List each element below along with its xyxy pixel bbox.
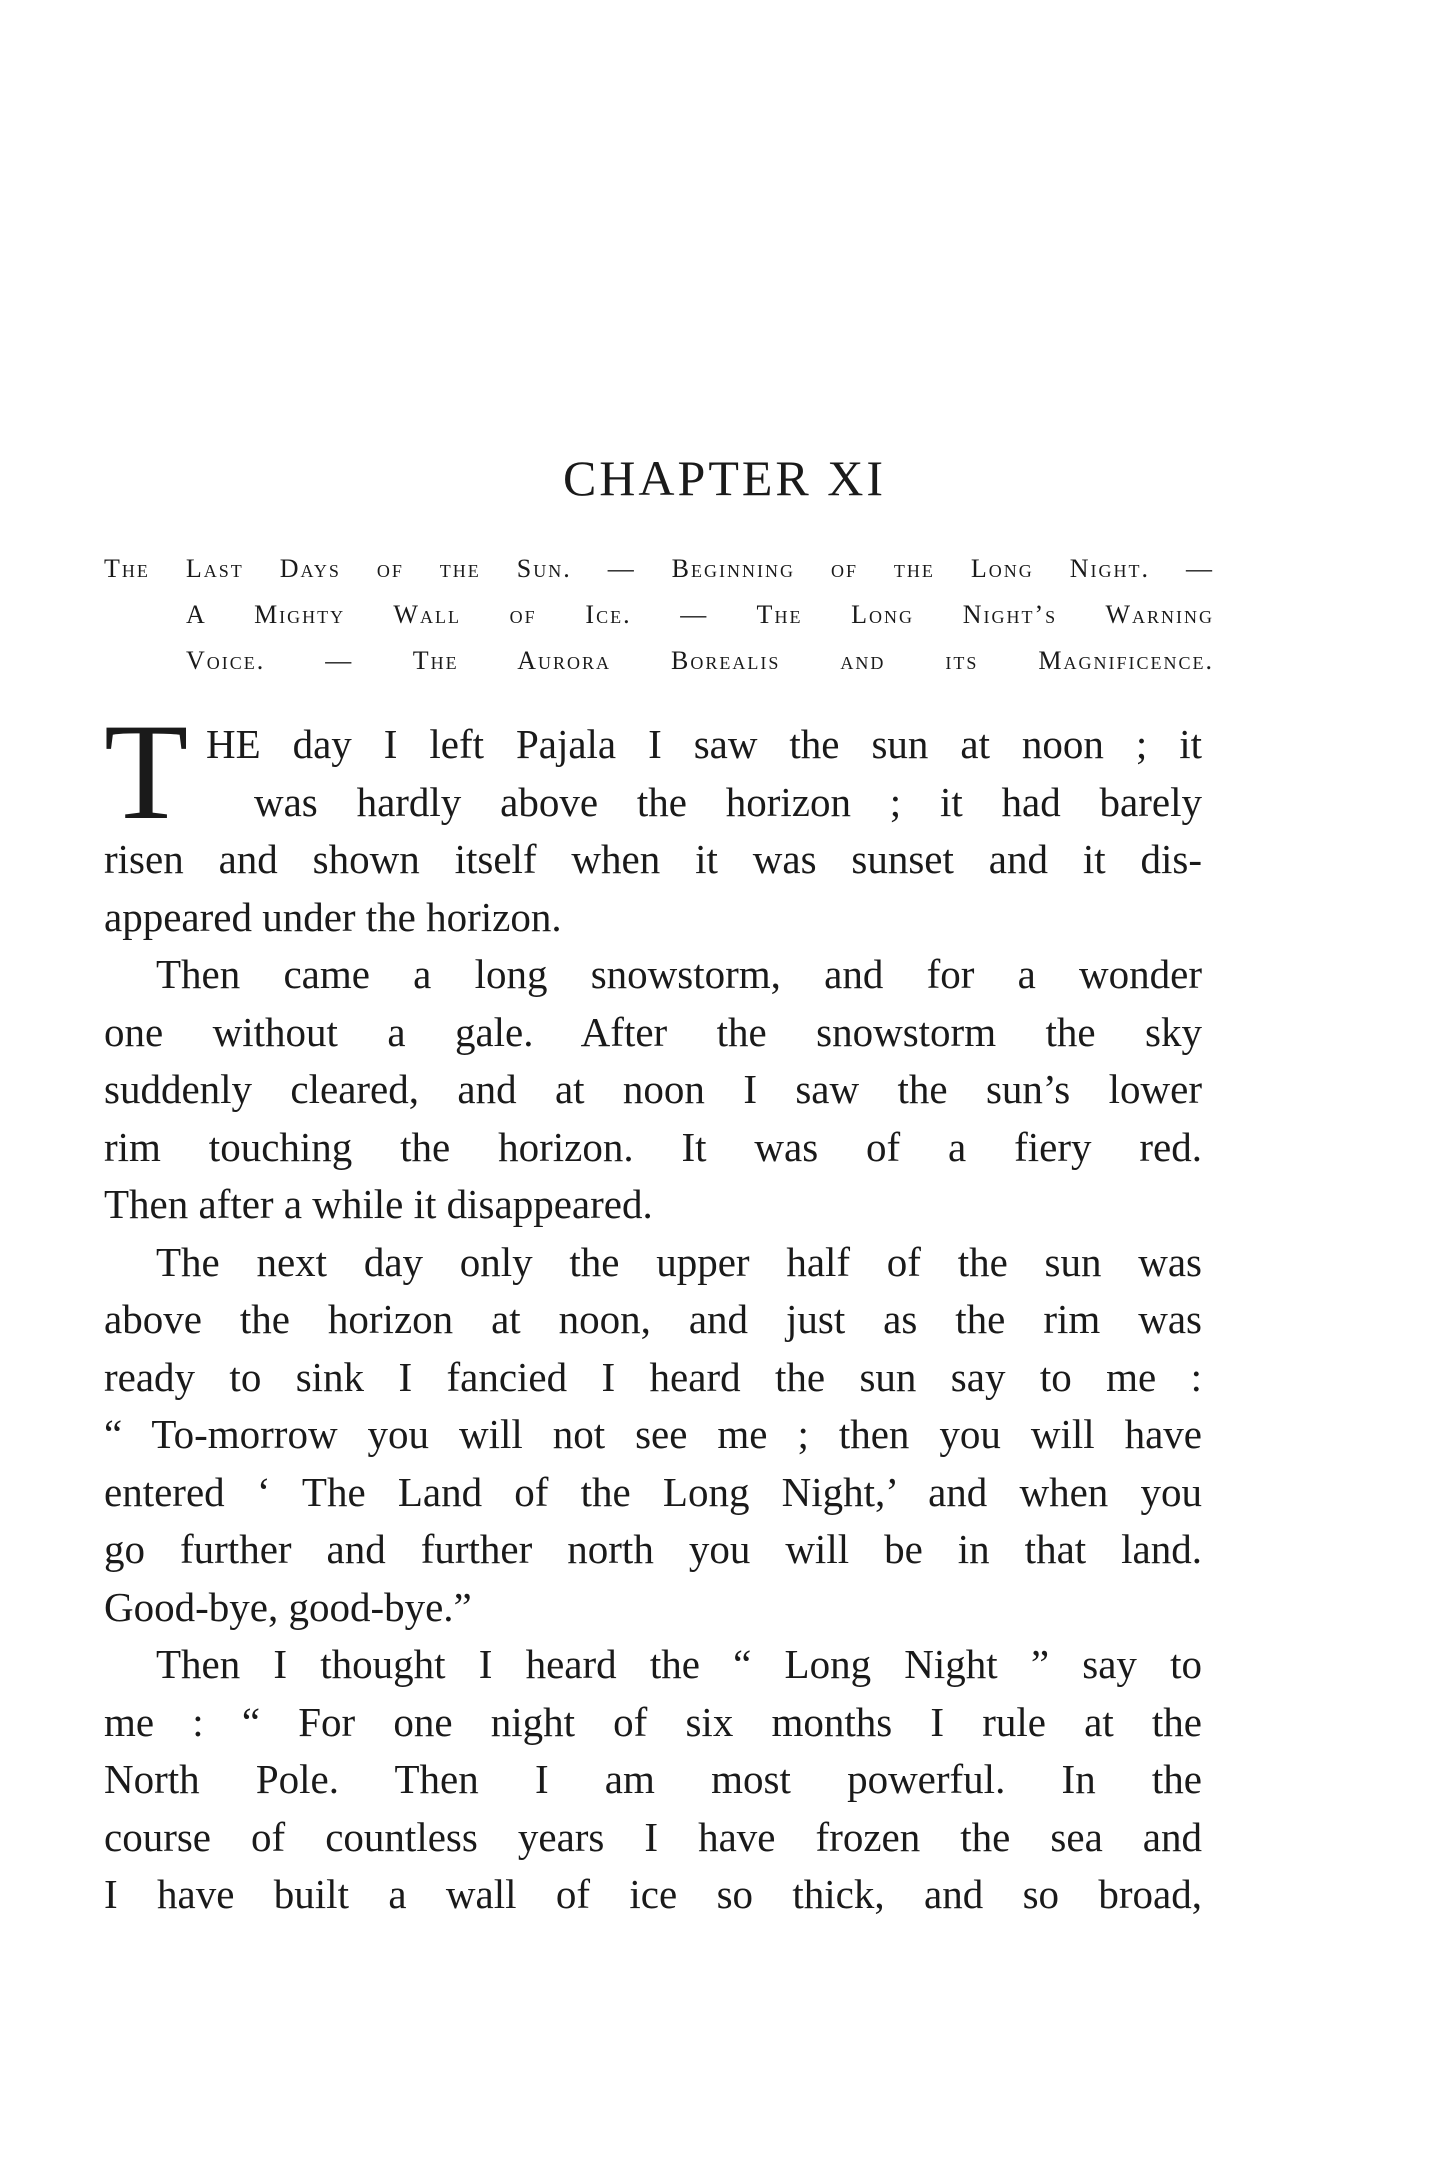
text-line: ready to sink I fancied I heard the sun say to me : xyxy=(104,1353,1202,1400)
text-line: Good-bye, good-bye.” xyxy=(104,1583,472,1630)
synopsis-line: Voice. — The Aurora Borealis and its Magnificence. xyxy=(186,646,1214,675)
text-line: appeared under the horizon. xyxy=(104,893,562,940)
chapter-title: CHAPTER XI xyxy=(562,450,887,506)
text-line: Then came a long snowstorm, and for a wonder xyxy=(156,951,1202,997)
text-line: was hardly above the horizon ; it had barely xyxy=(254,778,1202,825)
text-line: Then I thought I heard the “ Long Night ” say to xyxy=(156,1641,1202,1687)
chapter-synopsis xyxy=(104,546,1214,684)
paragraph-2 xyxy=(104,946,1202,1234)
text-line: North Pole. Then I am most powerful. In the xyxy=(104,1756,1202,1802)
paragraph-1 xyxy=(104,695,1202,946)
text-line: above the horizon at noon, and just as the rim was xyxy=(104,1296,1202,1342)
text-line: “ To-morrow you will not see me ; then you will have xyxy=(104,1411,1202,1457)
text-line: rim touching the horizon. It was of a fiery red. xyxy=(104,1123,1202,1170)
synopsis-line: The Last Days of the Sun. — Beginning of the Long Night. — xyxy=(104,554,1214,583)
text-line: suddenly cleared, and at noon I saw the sun’s lower xyxy=(104,1066,1202,1112)
text-line: The next day only the upper half of the sun was xyxy=(156,1238,1202,1285)
chapter-body xyxy=(104,695,1202,1924)
drop-cap: T xyxy=(104,695,189,848)
text-line: course of countless years I have frozen the sea and xyxy=(104,1813,1202,1860)
text-line: go further and further north you will be in that land. xyxy=(104,1526,1202,1572)
text-line: risen and shown itself when it was sunset and it dis- xyxy=(104,836,1202,882)
text-line: me : “ For one night of six months I rule at the xyxy=(104,1698,1202,1745)
text-line: Then after a while it disappeared. xyxy=(104,1181,653,1227)
text-line: entered ‘ The Land of the Long Night,’ and when you xyxy=(104,1468,1202,1515)
paragraph-4 xyxy=(104,1636,1202,1924)
paragraph-3 xyxy=(104,1234,1202,1637)
synopsis-line: A Mighty Wall of Ice. — The Long Night’s Warning xyxy=(186,600,1214,629)
text-line: HE day I left Pajala I saw the sun at noon ; it xyxy=(206,721,1202,767)
text-line: I have built a wall of ice so thick, and so broad, xyxy=(104,1871,1202,1917)
text-line: one without a gale. After the snowstorm the sky xyxy=(104,1008,1202,1055)
